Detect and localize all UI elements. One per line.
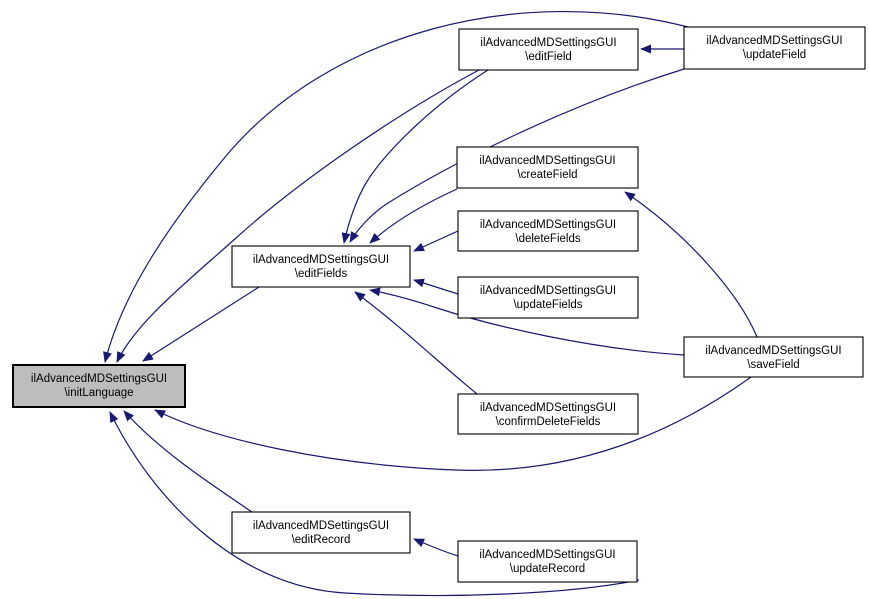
node-confirmDeleteFields[interactable] (458, 394, 638, 434)
edge-editRecord-to-initLanguage (124, 411, 252, 512)
node-label-class: ilAdvancedMDSettingsGUI (480, 37, 617, 49)
caller-function-box[interactable] (458, 394, 638, 434)
caller-function-box[interactable] (684, 27, 865, 69)
node-label-method: \deleteFields (515, 233, 581, 245)
node-label-method: \updateRecord (509, 563, 586, 575)
caller-function-box[interactable] (684, 337, 863, 377)
node-label-method: \editRecord (291, 534, 351, 546)
caller-function-box[interactable] (232, 246, 410, 287)
current-function-box[interactable] (13, 365, 185, 407)
node-label-method: \confirmDeleteFields (495, 416, 601, 428)
node-label-method: \saveField (747, 359, 800, 371)
node-label-method: \updateField (742, 49, 807, 61)
node-label-class: ilAdvancedMDSettingsGUI (479, 402, 617, 414)
node-label-method: \createField (517, 169, 578, 181)
edge-updateFields-to-editFields (414, 280, 458, 294)
node-updateField[interactable] (684, 27, 865, 69)
node-label-class: ilAdvancedMDSettingsGUI (252, 254, 390, 266)
node-editRecord[interactable] (232, 512, 410, 553)
node-label-class: ilAdvancedMDSettingsGUI (30, 373, 168, 385)
node-updateRecord[interactable] (458, 541, 637, 582)
edge-editFields-to-initLanguage (143, 287, 259, 361)
edge-editField-to-initLanguage (117, 70, 479, 362)
caller-function-box[interactable] (458, 211, 638, 251)
node-createField[interactable] (457, 147, 638, 188)
node-label-class: ilAdvancedMDSettingsGUI (252, 520, 390, 532)
node-updateFields[interactable] (458, 277, 638, 318)
edge-saveField-to-createField (625, 192, 757, 337)
caller-function-box[interactable] (459, 29, 638, 70)
caller-function-box[interactable] (457, 147, 638, 188)
caller-function-box[interactable] (458, 277, 638, 318)
node-label-class: ilAdvancedMDSettingsGUI (479, 549, 616, 561)
node-label-method: \editField (525, 51, 572, 63)
node-initLanguage[interactable] (13, 365, 185, 407)
caller-function-box[interactable] (232, 512, 410, 553)
node-deleteFields[interactable] (458, 211, 638, 251)
node-label-class: ilAdvancedMDSettingsGUI (479, 285, 617, 297)
node-label-method: \initLanguage (64, 387, 134, 399)
edge-deleteFields-to-editFields (414, 231, 458, 251)
node-label-method: \editFields (294, 268, 348, 280)
node-label-class: ilAdvancedMDSettingsGUI (479, 219, 617, 231)
caller-function-box[interactable] (458, 541, 637, 582)
node-label-class: ilAdvancedMDSettingsGUI (705, 345, 842, 357)
node-saveField[interactable] (684, 337, 863, 377)
node-editFields[interactable] (232, 246, 410, 287)
node-label-method: \updateFields (513, 299, 583, 311)
edge-createField-to-editFields (370, 189, 457, 243)
edge-updateRecord-to-editRecord (414, 539, 458, 556)
node-editField[interactable] (459, 29, 638, 70)
node-label-class: ilAdvancedMDSettingsGUI (479, 155, 616, 167)
node-label-class: ilAdvancedMDSettingsGUI (706, 35, 843, 47)
edge-saveField-to-initLanguage (155, 377, 751, 470)
